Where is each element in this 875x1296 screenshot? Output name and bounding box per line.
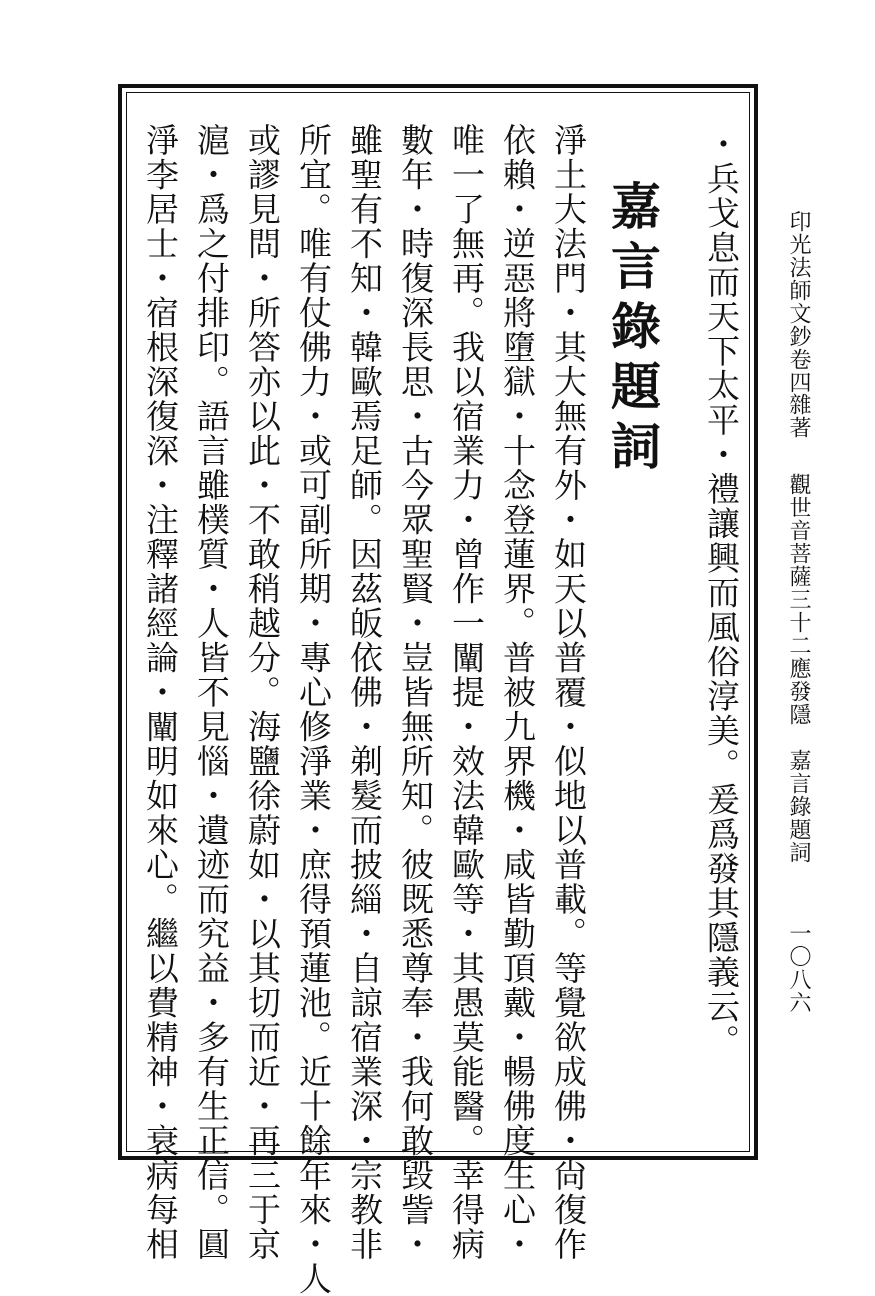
text-column: 雖聖有不知・韓歐焉足師。因茲皈依佛・剃髮而披緇・自諒宿業深・宗教非 [345,123,384,1262]
text-column: 淨李居士・宿根深復深・注釋諸經論・闡明如來心。繼以費精神・衰病每相 [141,123,180,1262]
text-column: 滬・爲之付排印。語言雖樸質・人皆不見惱・遺迹而究益・多有生正信。圓 [192,123,231,1262]
text-column: 或謬見問・所答亦以此・不敢稍越分。海鹽徐蔚如・以其切而近・再三于京 [243,123,282,1262]
running-header-category: 雜著 [786,393,811,439]
text-column: 淨土大法門・其大無有外・如天以普覆・似地以普載。等覺欲成佛・尙復作 [549,123,588,1262]
page-number: 一〇八六 [786,922,811,1014]
intro-line: ・兵戈息而天下太平・禮讓興而風俗淳美。爰爲發其隱義云。 [702,127,741,1059]
text-column: 依賴・逆惡將墮獄・十念登蓮界。普被九界機・咸皆勤頂戴・暢佛度生心・ [498,123,537,1262]
running-header-book: 印光法師文鈔卷四 [786,210,811,394]
section-title: 嘉言錄題詞 [603,180,662,480]
text-column: 所宜。唯有仗佛力・或可副所期・專心修淨業・庶得預蓮池。近十餘年來・人 [294,123,333,1296]
running-header-section: 觀世音菩薩三十二應發隱 嘉言錄題詞 [786,473,811,864]
text-column: 數年・時復深長思・古今眾聖賢・豈皆無所知。彼既悉尊奉・我何敢毀訾・ [396,123,435,1262]
text-column: 唯一了無再。我以宿業力・曾作一闡提・效法韓歐等・其愚莫能醫。幸得病 [447,123,486,1262]
